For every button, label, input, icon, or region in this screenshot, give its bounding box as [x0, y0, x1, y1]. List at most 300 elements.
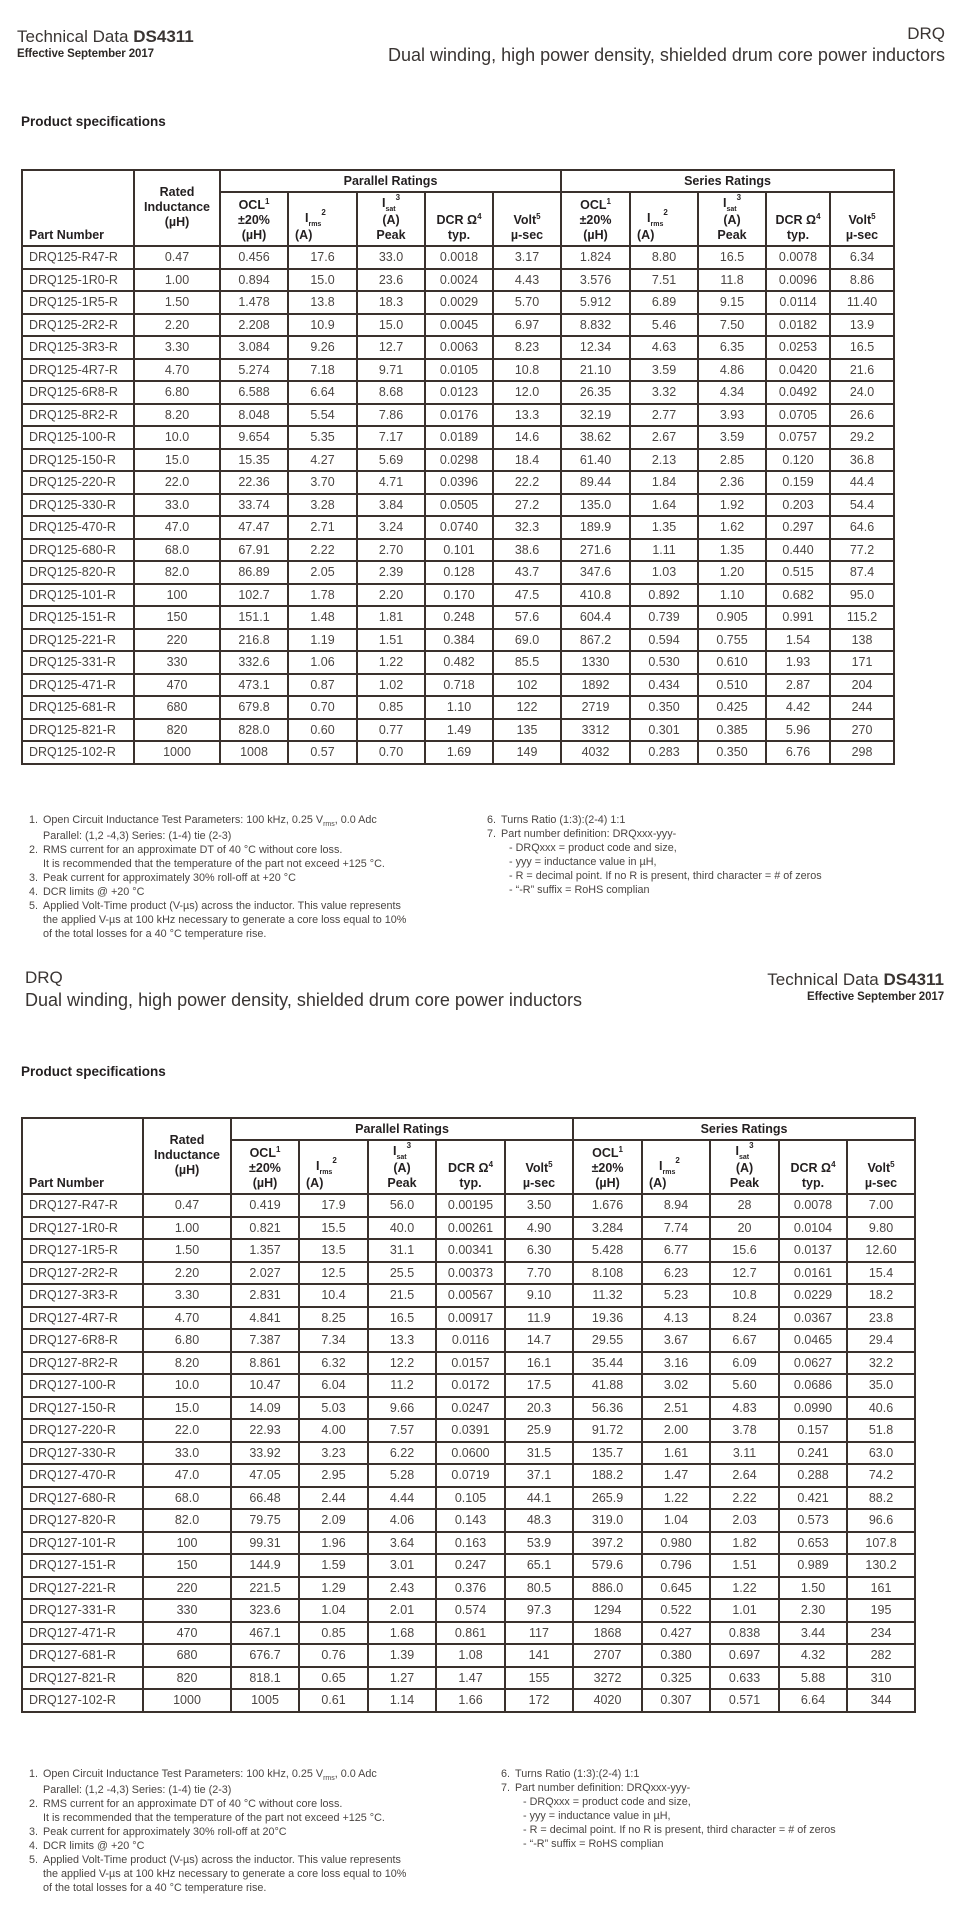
cell-parallel-isat: 1.39 [368, 1644, 436, 1667]
col-header-unit: (A) [393, 1161, 411, 1175]
cell-series-ocl: 604.4 [561, 606, 630, 629]
table-row [22, 1419, 915, 1442]
cell-series-volt: 29.4 [847, 1329, 915, 1352]
footnote-ref: 5 [548, 1159, 553, 1169]
col-header-label: (µH) [164, 214, 190, 229]
cell-parallel-irms: 0.70 [288, 696, 357, 719]
cell-parallel-volt: 27.2 [493, 494, 561, 517]
cell-parallel-volt: 69.0 [493, 629, 561, 652]
cell-parallel-irms: 1.04 [299, 1599, 368, 1622]
cell-parallel-isat: 21.5 [368, 1284, 436, 1307]
cell-parallel-isat: 23.6 [357, 269, 425, 292]
cell-series-isat: 2.64 [710, 1464, 779, 1487]
cell-series-volt: 74.2 [847, 1464, 915, 1487]
cell-parallel-isat: 3.24 [357, 516, 425, 539]
cell-parallel-dcr: 1.08 [436, 1644, 505, 1667]
cell-parallel-volt: 97.3 [505, 1599, 573, 1622]
cell-series-ocl: 1.676 [573, 1194, 642, 1217]
cell-parallel-irms: 3.23 [299, 1442, 368, 1465]
cell-series-isat: 0.838 [710, 1622, 779, 1645]
cell-parallel-irms: 0.65 [299, 1667, 368, 1690]
cell-rated-inductance: 330 [143, 1599, 231, 1622]
cell-series-ocl: 1892 [561, 674, 630, 697]
cell-series-dcr: 0.120 [766, 449, 830, 472]
cell-parallel-dcr: 0.0396 [425, 471, 493, 494]
cell-parallel-volt: 44.1 [505, 1487, 573, 1510]
cell-series-dcr: 0.515 [766, 561, 830, 584]
cell-series-isat: 1.01 [710, 1599, 779, 1622]
cell-rated-inductance: 820 [134, 719, 220, 742]
cell-parallel-isat: 1.51 [357, 629, 425, 652]
subscript: sat [738, 1154, 750, 1161]
cell-parallel-ocl: 99.31 [231, 1532, 299, 1555]
cell-parallel-ocl: 47.47 [220, 516, 288, 539]
cell-series-ocl: 189.9 [561, 516, 630, 539]
cell-series-irms: 1.03 [630, 561, 698, 584]
table-row [22, 606, 894, 629]
cell-series-volt: 36.8 [830, 449, 894, 472]
cell-series-volt: 95.0 [830, 584, 894, 607]
footnote-line: 5. Applied Volt-Time product (V-µs) across the inductor. This value represents [43, 1854, 401, 1866]
col-header-isat-series [710, 1140, 779, 1194]
table-row [22, 336, 894, 359]
cell-parallel-dcr: 0.0719 [436, 1464, 505, 1487]
cell-rated-inductance: 1.50 [134, 291, 220, 314]
cell-series-isat: 7.50 [698, 314, 766, 337]
footnote-ref: 5 [890, 1159, 895, 1169]
table-row [22, 1487, 915, 1510]
cell-parallel-ocl: 1005 [231, 1689, 299, 1712]
cell-parallel-volt: 37.1 [505, 1464, 573, 1487]
cell-parallel-dcr: 0.163 [436, 1532, 505, 1555]
cell-series-dcr: 3.44 [779, 1622, 847, 1645]
cell-parallel-irms: 2.44 [299, 1487, 368, 1510]
cell-parallel-volt: 6.97 [493, 314, 561, 337]
cell-series-ocl: 4020 [573, 1689, 642, 1712]
cell-series-volt: 171 [830, 651, 894, 674]
cell-parallel-isat: 5.28 [368, 1464, 436, 1487]
cell-parallel-ocl: 47.05 [231, 1464, 299, 1487]
cell-part-number: DRQ125-331-R [22, 651, 134, 674]
col-header-label: DCR Ω [775, 213, 817, 227]
cell-series-irms: 3.32 [630, 381, 698, 404]
col-header-unit: (A) [735, 1161, 754, 1175]
cell-series-dcr: 0.297 [766, 516, 830, 539]
cell-parallel-isat: 6.22 [368, 1442, 436, 1465]
cell-series-volt: 29.2 [830, 426, 894, 449]
footnote-text: Open Circuit Inductance Test Parameters: 100 kHz, 0.25 V [43, 1768, 324, 1780]
cell-rated-inductance: 470 [134, 674, 220, 697]
cell-series-ocl: 5.912 [561, 291, 630, 314]
footnote-line [43, 813, 461, 829]
cell-series-ocl: 38.62 [561, 426, 630, 449]
col-header-label: (µH) [174, 1162, 200, 1177]
col-header-irms-parallel [299, 1140, 368, 1194]
cell-parallel-irms: 1.96 [299, 1532, 368, 1555]
cell-part-number: DRQ127-221-R [22, 1577, 143, 1600]
col-header-label: Peak [717, 228, 747, 242]
symbol-i: I [381, 196, 386, 210]
cell-series-isat: 3.93 [698, 404, 766, 427]
cell-parallel-irms: 4.27 [288, 449, 357, 472]
col-header-label: (µH) [583, 228, 608, 242]
col-header-rated-inductance [134, 170, 220, 246]
cell-parallel-isat: 9.71 [357, 359, 425, 382]
cell-parallel-dcr: 0.00261 [436, 1217, 505, 1240]
col-header-label: Peak [387, 1176, 417, 1190]
cell-rated-inductance: 150 [134, 606, 220, 629]
footnote-text: , 0.0 Adc [334, 1768, 377, 1780]
table-row [22, 1239, 915, 1262]
cell-rated-inductance: 4.70 [143, 1307, 231, 1330]
cell-series-dcr: 1.50 [779, 1577, 847, 1600]
cell-series-dcr: 0.0229 [779, 1284, 847, 1307]
cell-series-dcr: 0.0627 [779, 1352, 847, 1375]
section-title: Product specifications [21, 114, 166, 129]
cell-series-isat: 15.6 [710, 1239, 779, 1262]
cell-series-ocl: 1868 [573, 1622, 642, 1645]
symbol-i: I [316, 1159, 320, 1173]
cell-part-number: DRQ127-6R8-R [22, 1329, 143, 1352]
cell-rated-inductance: 82.0 [134, 561, 220, 584]
cell-series-dcr: 0.0078 [766, 246, 830, 269]
table-row [22, 719, 894, 742]
cell-parallel-ocl: 7.387 [231, 1329, 299, 1352]
footnote-ref: 3 [749, 1141, 754, 1150]
cell-part-number: DRQ127-1R5-R [22, 1239, 143, 1262]
cell-parallel-ocl: 332.6 [220, 651, 288, 674]
col-header-label: typ. [801, 1176, 825, 1190]
cell-parallel-irms: 3.70 [288, 471, 357, 494]
cell-series-dcr: 0.159 [766, 471, 830, 494]
isat-symbol [735, 1141, 754, 1161]
cell-series-ocl: 4032 [561, 741, 630, 764]
cell-parallel-isat: 4.44 [368, 1487, 436, 1510]
cell-parallel-isat: 1.22 [357, 651, 425, 674]
cell-parallel-isat: 1.02 [357, 674, 425, 697]
cell-series-isat: 1.22 [710, 1577, 779, 1600]
cell-parallel-irms: 4.00 [299, 1419, 368, 1442]
cell-parallel-volt: 13.3 [493, 404, 561, 427]
col-header-isat-parallel [368, 1140, 436, 1194]
cell-part-number: DRQ127-100-R [22, 1374, 143, 1397]
footnote-line: It is recommended that the temperature of the part not exceed +125 °C. [43, 1812, 385, 1824]
col-header-label: ±20% [238, 213, 270, 227]
col-header-label: OCL [580, 198, 607, 212]
cell-parallel-isat: 9.66 [368, 1397, 436, 1420]
cell-parallel-volt: 11.9 [505, 1307, 573, 1330]
cell-series-dcr: 0.0990 [779, 1397, 847, 1420]
cell-parallel-dcr: 0.0105 [425, 359, 493, 382]
cell-parallel-ocl: 67.91 [220, 539, 288, 562]
cell-series-dcr: 4.42 [766, 696, 830, 719]
cell-parallel-ocl: 676.7 [231, 1644, 299, 1667]
table-row [22, 1532, 915, 1555]
cell-part-number: DRQ127-330-R [22, 1442, 143, 1465]
cell-parallel-volt: 155 [505, 1667, 573, 1690]
cell-parallel-irms: 8.25 [299, 1307, 368, 1330]
cell-series-isat: 5.60 [710, 1374, 779, 1397]
cell-parallel-isat: 2.20 [357, 584, 425, 607]
cell-series-irms: 3.59 [630, 359, 698, 382]
table-row [22, 516, 894, 539]
cell-parallel-dcr: 0.0157 [436, 1352, 505, 1375]
cell-series-volt: 64.6 [830, 516, 894, 539]
footnote-item [41, 1839, 471, 1853]
cell-parallel-volt: 65.1 [505, 1554, 573, 1577]
cell-series-ocl: 8.108 [573, 1262, 642, 1285]
cell-series-isat: 6.35 [698, 336, 766, 359]
cell-series-volt: 244 [830, 696, 894, 719]
cell-parallel-ocl: 86.89 [220, 561, 288, 584]
cell-series-irms: 0.739 [630, 606, 698, 629]
cell-series-ocl: 21.10 [561, 359, 630, 382]
col-header-label: typ. [459, 1176, 482, 1190]
cell-parallel-irms: 2.71 [288, 516, 357, 539]
cell-series-dcr: 2.87 [766, 674, 830, 697]
col-header-ocl-series [561, 192, 630, 246]
cell-series-dcr: 0.421 [779, 1487, 847, 1510]
cell-part-number: DRQ127-471-R [22, 1622, 143, 1645]
cell-series-dcr: 0.0705 [766, 404, 830, 427]
cell-series-dcr: 0.157 [779, 1419, 847, 1442]
cell-parallel-ocl: 33.74 [220, 494, 288, 517]
cell-series-ocl: 410.8 [561, 584, 630, 607]
cell-series-dcr: 1.93 [766, 651, 830, 674]
cell-parallel-volt: 122 [493, 696, 561, 719]
cell-series-volt: 310 [847, 1667, 915, 1690]
cell-series-volt: 40.6 [847, 1397, 915, 1420]
cell-parallel-dcr: 0.0247 [436, 1397, 505, 1420]
cell-series-dcr: 0.0182 [766, 314, 830, 337]
col-header-label: DCR Ω [447, 1161, 489, 1175]
cell-parallel-irms: 1.29 [299, 1577, 368, 1600]
cell-rated-inductance: 100 [143, 1532, 231, 1555]
footnote-line: the applied V-µs at 100 kHz necessary to generate a core loss equal to 10% [43, 1868, 407, 1880]
cell-parallel-ocl: 8.048 [220, 404, 288, 427]
cell-series-volt: 130.2 [847, 1554, 915, 1577]
cell-rated-inductance: 22.0 [134, 471, 220, 494]
cell-series-isat: 1.20 [698, 561, 766, 584]
cell-rated-inductance: 10.0 [143, 1374, 231, 1397]
cell-parallel-volt: 80.5 [505, 1577, 573, 1600]
footnote-line: Parallel: (1,2 -4,3) Series: (1-4) tie (2-3) [43, 830, 232, 842]
cell-part-number: DRQ125-8R2-R [22, 404, 134, 427]
cell-series-irms: 5.23 [642, 1284, 710, 1307]
cell-series-volt: 54.4 [830, 494, 894, 517]
cell-part-number: DRQ127-101-R [22, 1532, 143, 1555]
cell-series-dcr: 6.64 [779, 1689, 847, 1712]
symbol-i: I [735, 1144, 739, 1158]
cell-series-volt: 11.40 [830, 291, 894, 314]
cell-parallel-ocl: 1.478 [220, 291, 288, 314]
cell-parallel-ocl: 66.48 [231, 1487, 299, 1510]
cell-part-number: DRQ125-220-R [22, 471, 134, 494]
cell-parallel-isat: 4.71 [357, 471, 425, 494]
cell-parallel-ocl: 102.7 [220, 584, 288, 607]
cell-series-ocl: 3312 [561, 719, 630, 742]
col-header-label: Peak [729, 1176, 760, 1190]
cell-rated-inductance: 1000 [143, 1689, 231, 1712]
cell-parallel-isat: 8.68 [357, 381, 425, 404]
cell-series-ocl: 579.6 [573, 1554, 642, 1577]
col-header-label: µ-sec [845, 228, 879, 242]
subscript: sat [385, 206, 396, 213]
footnote-item [41, 1853, 471, 1895]
col-header-unit: (A) [649, 1176, 667, 1190]
footnote-item [499, 827, 919, 897]
cell-part-number: DRQ127-331-R [22, 1599, 143, 1622]
cell-series-ocl: 3.284 [573, 1217, 642, 1240]
cell-parallel-volt: 31.5 [505, 1442, 573, 1465]
col-header-label: Rated [159, 184, 195, 199]
cell-rated-inductance: 2.20 [134, 314, 220, 337]
cell-series-irms: 0.892 [630, 584, 698, 607]
cell-rated-inductance: 15.0 [143, 1397, 231, 1420]
cell-series-isat: 2.03 [710, 1509, 779, 1532]
cell-parallel-dcr: 0.247 [436, 1554, 505, 1577]
cell-series-dcr: 0.0420 [766, 359, 830, 382]
cell-parallel-isat: 2.70 [357, 539, 425, 562]
col-header-dcr-series [766, 192, 830, 246]
footnote-ref: 4 [477, 211, 482, 221]
cell-parallel-dcr: 0.718 [425, 674, 493, 697]
cell-rated-inductance: 680 [134, 696, 220, 719]
footnote-line: of the total losses for a 40 °C temperature rise. [43, 928, 267, 940]
cell-series-irms: 1.47 [642, 1464, 710, 1487]
cell-parallel-irms: 5.03 [299, 1397, 368, 1420]
cell-rated-inductance: 100 [134, 584, 220, 607]
cell-series-isat: 0.385 [698, 719, 766, 742]
col-header-label: µ-sec [522, 1176, 556, 1190]
group-header-parallel [231, 1118, 573, 1140]
cell-parallel-volt: 4.90 [505, 1217, 573, 1240]
cell-part-number: DRQ125-150-R [22, 449, 134, 472]
cell-series-isat: 2.36 [698, 471, 766, 494]
cell-parallel-dcr: 0.0505 [425, 494, 493, 517]
cell-series-isat: 28 [710, 1194, 779, 1217]
cell-parallel-dcr: 1.47 [436, 1667, 505, 1690]
cell-series-isat: 2.85 [698, 449, 766, 472]
cell-parallel-irms: 2.05 [288, 561, 357, 584]
footnote-subline: - “-R” suffix = RoHS complian [509, 884, 650, 896]
footnote-ref: 3 [395, 193, 401, 202]
subscript: rms [662, 1169, 676, 1176]
irms-symbol [295, 208, 326, 228]
cell-series-irms: 7.51 [630, 269, 698, 292]
cell-parallel-volt: 12.0 [493, 381, 561, 404]
cell-parallel-dcr: 1.66 [436, 1689, 505, 1712]
cell-series-isat: 0.697 [710, 1644, 779, 1667]
cell-part-number: DRQ125-100-R [22, 426, 134, 449]
cell-series-irms: 6.89 [630, 291, 698, 314]
series-name: DRQ [907, 24, 945, 43]
footnote-ref: 1 [275, 1144, 281, 1154]
cell-series-irms: 3.02 [642, 1374, 710, 1397]
footnotes-right [479, 813, 919, 897]
cell-rated-inductance: 1.00 [134, 269, 220, 292]
cell-series-irms: 2.51 [642, 1397, 710, 1420]
cell-series-isat: 10.8 [710, 1284, 779, 1307]
cell-parallel-dcr: 0.0116 [436, 1329, 505, 1352]
cell-parallel-ocl: 2.027 [231, 1262, 299, 1285]
col-header-label: Inductance [154, 1147, 220, 1162]
cell-parallel-irms: 2.95 [299, 1464, 368, 1487]
cell-rated-inductance: 68.0 [143, 1487, 231, 1510]
cell-part-number: DRQ127-3R3-R [22, 1284, 143, 1307]
cell-parallel-isat: 18.3 [357, 291, 425, 314]
footnote-ref: 5 [536, 211, 541, 221]
table-row [22, 561, 894, 584]
col-header-volt-parallel [505, 1140, 573, 1194]
symbol-i: I [722, 196, 727, 210]
subscript: rms [319, 1169, 333, 1176]
cell-parallel-isat: 12.7 [357, 336, 425, 359]
cell-parallel-irms: 5.54 [288, 404, 357, 427]
cell-parallel-dcr: 0.101 [425, 539, 493, 562]
cell-parallel-irms: 1.06 [288, 651, 357, 674]
cell-rated-inductance: 150 [143, 1554, 231, 1577]
spec-table-drq125 [21, 169, 895, 765]
cell-series-isat: 1.92 [698, 494, 766, 517]
cell-series-ocl: 35.44 [573, 1352, 642, 1375]
cell-part-number: DRQ127-820-R [22, 1509, 143, 1532]
col-header-label: OCL [592, 1146, 619, 1160]
cell-series-isat: 4.83 [710, 1397, 779, 1420]
cell-parallel-isat: 2.01 [368, 1599, 436, 1622]
cell-series-ocl: 41.88 [573, 1374, 642, 1397]
footnote-text: Open Circuit Inductance Test Parameters: 100 kHz, 0.25 V [43, 814, 324, 826]
cell-part-number: DRQ127-680-R [22, 1487, 143, 1510]
cell-rated-inductance: 47.0 [143, 1464, 231, 1487]
cell-parallel-irms: 12.5 [299, 1262, 368, 1285]
cell-series-dcr: 2.30 [779, 1599, 847, 1622]
cell-series-ocl: 135.0 [561, 494, 630, 517]
table-row [22, 1464, 915, 1487]
cell-series-isat: 0.350 [698, 741, 766, 764]
table-row [22, 629, 894, 652]
cell-parallel-volt: 5.70 [493, 291, 561, 314]
cell-series-dcr: 0.0686 [779, 1374, 847, 1397]
cell-parallel-volt: 16.1 [505, 1352, 573, 1375]
cell-series-volt: 51.8 [847, 1419, 915, 1442]
cell-series-dcr: 0.440 [766, 539, 830, 562]
cell-series-irms: 0.796 [642, 1554, 710, 1577]
cell-series-dcr: 5.96 [766, 719, 830, 742]
cell-series-irms: 1.11 [630, 539, 698, 562]
cell-series-irms: 0.380 [642, 1644, 710, 1667]
cell-parallel-ocl: 33.92 [231, 1442, 299, 1465]
footnote-line: 6. Turns Ratio (1:3):(2-4) 1:1 [501, 814, 626, 826]
cell-parallel-volt: 85.5 [493, 651, 561, 674]
cell-parallel-ocl: 1008 [220, 741, 288, 764]
col-header-rated-inductance [143, 1118, 231, 1194]
cell-parallel-irms: 2.09 [299, 1509, 368, 1532]
cell-series-irms: 1.84 [630, 471, 698, 494]
table-row [22, 1352, 915, 1375]
cell-series-irms: 2.00 [642, 1419, 710, 1442]
footnote-item [513, 1767, 933, 1781]
cell-part-number: DRQ125-151-R [22, 606, 134, 629]
footnote-item [41, 1797, 471, 1825]
cell-series-ocl: 5.428 [573, 1239, 642, 1262]
footnote-ref: 2 [663, 208, 668, 217]
footnote-ref: 3 [736, 193, 742, 202]
table-body [22, 1194, 915, 1712]
col-header-unit: (A) [295, 228, 313, 242]
cell-series-ocl: 188.2 [573, 1464, 642, 1487]
group-header-parallel [220, 170, 561, 192]
